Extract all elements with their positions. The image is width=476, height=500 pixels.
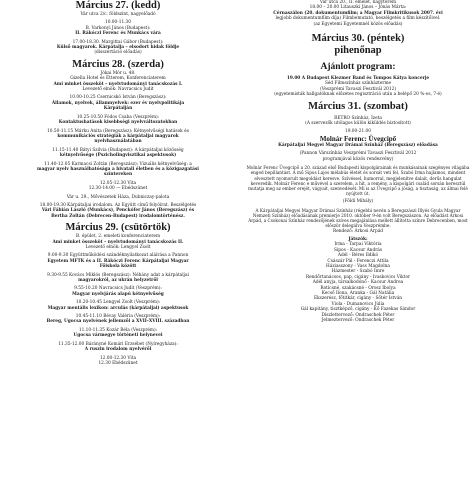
program-info-line: (disszertáció előadás) [94, 50, 142, 56]
program-title-line: 19.00 A Budapest Klezmer Band és Tompos Kátya koncerje [286, 76, 430, 82]
program-title-line: Magyar mentális lexikon: arculás (kárpátaljai) aspektusok [47, 305, 189, 311]
program-info-line: 17.00-18.30. Margittai Gábor (Budapest): [72, 39, 164, 45]
program-info-line: Viola - Dumanovics Júlia [331, 301, 385, 307]
program-title-line: Magyar nyelvjárás alapú kétnyelvűség [72, 291, 164, 297]
day-heading: Március 29. (csütörtök) [65, 222, 171, 234]
program-info-line: (az Egyetemi Egyetemnél közös előadás) [313, 21, 403, 27]
spacer [244, 57, 472, 60]
program-info-line: 11.10-11.35 Kozár Béla (Veszprém): [78, 327, 158, 333]
program-info-line: Háziasszony - Vass Magdolna [326, 263, 390, 269]
program-info-line: 10.50-11.15 Márku Anita (Beregszász): Kétnyelvűségi hatások és [47, 128, 189, 134]
program-title-line: nyelvhasználatában [94, 139, 142, 145]
program-info-line: Kecső Ilona, Aranka - Gál Natália [321, 291, 395, 296]
program-info-line: RETRO Színház, Ízeta [334, 115, 382, 121]
program-title-line: A ruszin irodalom nyelvéről [84, 347, 152, 353]
program-info-line: Jókai Mór u. 48. [100, 70, 136, 76]
program-title-line: Bertha Zoltán (Debrecen-Budapest) irodalomtörténész. [51, 213, 185, 219]
program-title-line: magyar nyelv használhatósága a hivatali életben és a közigazgatási [37, 166, 199, 172]
right-column [244, 0, 472, 500]
program-info-line: programjával közös rendezvény) [322, 156, 394, 162]
program-title-line: Bereg, Ugocsa nyelvének jellemzői a XVII–XVIII. században [46, 319, 190, 325]
program-info-line: (Földi Mihály) [342, 199, 374, 205]
program-title-line: Főiskola között [99, 264, 137, 270]
left-column [4, 0, 232, 500]
program-info-line: Házmester - Szabó Imre [331, 269, 385, 275]
program-info-line: Rendőrtanácsos, pap, cigány - Ivaskovics Viktor [305, 274, 411, 280]
program-info-line: Vár u. 29., Mővészetek Háza, Dubniczay-palota [66, 194, 170, 200]
program-info-line: Császár Pál - Ferenczi Attila [327, 258, 389, 264]
program-info-line: Adél - Béres Ildikó [337, 253, 379, 259]
program-info-line: Rendező: Árkosi Árpád [332, 228, 384, 234]
program-info-line: 9.00-9.30 Együttműködési szándéknyilatkozat aláírása a Pannon [47, 253, 189, 259]
program-info-line: Jelmeztervező: Ondraschek Péter [321, 318, 395, 324]
program-info-line: Levezető elnök: Lengyel Zsolt [85, 245, 151, 250]
program-title-line: Ami minket összeköt – nyelvtudományi tanácskozás I. [53, 81, 183, 87]
program-info-line: 19.00-21.00 [344, 129, 372, 135]
program-title-line: Kontaktushatások kisebbségi nyelvváltozatokban [58, 120, 178, 126]
program-info-line: Gizella Hotel és Étterem, Konferenciaterem [70, 76, 166, 82]
program-info-line: 18.00-19.30 Kárpátaljai irodalom. Az Együtt című folyóirat. Beszélgetés [39, 202, 197, 208]
program-info-line: 10.20-10.45 Lengyel Zsolt (Veszprém): [75, 300, 161, 306]
program-info-line: 10.00-10.25 Csernicskó István (Beregszász): [69, 95, 167, 101]
program-info-line: 11.15-11.40 Bátyi Szilvia (Budapest): A kárpátaljai közösség [52, 147, 184, 153]
program-info-line: Levezető elnök: Navracsics Judit [82, 87, 154, 93]
program-title-line: Egyetem MFTK és a II. Rákóczi Ferenc Kárpátaljai Magyar [47, 258, 189, 264]
program-title-line: Kárpátalján [103, 106, 133, 112]
program-info-line: (A szervezők utólagos külön kiküldés biztosított) [305, 121, 411, 127]
program-info-line: (Pannon Várszínház Veszprémi Tavaszi Fesztivál 2012 [299, 151, 417, 157]
program-info-line: Adél anyja, társalkodónő - Kacsur Andrea [312, 280, 404, 286]
program-info-line: 9.30-9.55 Kovács Miklós (Beregszász): Néhány adat a kárpátaljai [47, 272, 189, 278]
program-title-line: Vári Fábián László (Munkács), Penckófer János (Beregszász) és [41, 208, 195, 214]
day-heading: Március 27. (kedd) [75, 0, 161, 11]
program-info-line: (egyetemisták hallgatóknak előzetes regisztráció után a belépő 20 %-os, 7-é) [274, 92, 442, 98]
program-info-line: 10.25-10.50 Fódos Csaba (Veszprém): [76, 114, 160, 120]
program-info-line: Ékszerész, főtitkár, cigány - Sőtér István [313, 296, 403, 302]
program-title-line: Ami minket összeköt – nyelvtudományi tanácskozás II. [52, 239, 184, 245]
program-info-line: 12.05-12.30 Vita [99, 180, 137, 186]
description-paragraph: Molnár Ferenc Üvegcipő a 20. század első Budapesti kispolgárainak és munkásainak szegényes világába enged bepillantást. A mű Sipos Lajos mélabús életét és sorsát veti fel, Szabó Irma hajlamos, mindent elvesztett nyomorult megoldást keresve. Szívéssel, humorral, megjelenítve dalait, derűs hangulat keveredik. Molnár Ferenc e művével a szerelem, a hit, a remény, a kispolgári család sorsán keresztül mutatja meg az ember erejét, vágyait, szenvedését. Mi is az Üvegcipő a jóság, a tisztaság, az álmai felé nyújtott út. [246, 165, 470, 197]
program-title-line: Államok, nyelvek, államnyelvek: ezer év nyelvpolitikája [51, 100, 185, 106]
program-info-line: Rotícsné, szakácsné - Orosz Ibolya [320, 285, 396, 291]
program-info-line: 9.55-10.20 Navracsics Judit (Veszprém): [74, 286, 162, 292]
program-title-line: Cérnaszálon (20. dokumentumfilm; a Magyar Filmkritikusok 2007. évi [273, 10, 443, 16]
program-title-line: Külső magyarok. Kárpátalja – elsodort hidak földje [56, 45, 180, 51]
program-info-line: 18.00 – 20.00 Litauszki János – Jónás Márta: [309, 5, 407, 11]
program-info-line: 10.45-11.10 Bévay Valéria (Veszprém): [75, 314, 161, 320]
program-title-line: kétnyelvűsége (Pszicholingvisztikai aspektusok) [59, 153, 177, 159]
program-info-line: 12.00-12.30 Vita [99, 355, 137, 361]
program-title-line: II. Rákóczi Ferenc és Munkács vára [75, 31, 161, 37]
program-title-line: Játszók: [348, 236, 368, 242]
description-paragraph: A Kárpátaljai Megyei Magyar Drámai Színház (régebbi nevén a Beregszászi Illyés Gyula Magyar Nemzeti Színház) előadásának premierje 2010. október 9-én volt Beregszászon. Az előadást Árkosi Árpád, a Csokonai Színház rendezőjének szíves megajánlása mellett állította színre Debrecenben, most először delegálva Veszprémbe. [248, 207, 468, 229]
day-heading: Március 30. (péntek) [311, 33, 405, 45]
program-info-line: Díszlettervező: Ondraschek Péter [321, 312, 395, 318]
program-title-line: Kárpátaljai Megyei Magyar Drámai Színház (Beregszász) előadása [278, 142, 438, 148]
program-title-line: Ugocsa vármegye történeti helynevei [73, 333, 163, 339]
day-heading: Március 31. (szombat) [308, 100, 408, 112]
day-heading: pihenőnap [334, 45, 382, 57]
program-info-line: Vár utca 20., II. emelet, nagyterem [319, 0, 397, 5]
program-info-line: Irma - Tarpai Viktória [334, 242, 382, 248]
program-info-line: (Veszprémi Tavaszi Fesztivál 2012) [319, 86, 397, 92]
recommended-program-heading: Ajánlott program: [320, 62, 396, 73]
program-info-line: 12.30-14.00 — Ebédszünet [88, 186, 148, 192]
program-info-line: Sipos - Kacsur András [333, 247, 383, 253]
program-info-line: B. Varkonyi János (Budapest): [85, 25, 151, 31]
program-title-line: kommunikációs stratégiák a kárpátaljai magyarok [57, 133, 179, 139]
program-info-line: legjobb dokumentumfilm díja) Filmbemutató, beszélgetés a film készítőivel. [275, 16, 441, 22]
program-title-line: magyarokról, az ukrán helyzetről [78, 278, 158, 284]
program-title-line: színtereken [103, 172, 133, 178]
program-info-line: 11.35-12.00 Bárányné Komári Erzsébet (Nyíregyháza): [58, 341, 178, 347]
play-title: Molnár Ferenc: Üvegcipő [319, 134, 397, 143]
program-info-line: B. épület, 2. emeleti konferenciaterem [75, 234, 161, 240]
program-info-line: 12.30 Ebédszünet [98, 360, 138, 366]
program-info-line: Vár utca 2/c. földszint, nagyelőadó [80, 12, 156, 17]
program-info-line: Gál kapitány, tisztképző, cigány - Kő Fazekas Sándor [300, 307, 416, 313]
program-info-line: 10.00-11.30 [104, 20, 132, 26]
program-info-line: 11.40-12.05 Karmacsi Zoltán (Beregszász): Vizuális kétnyelvűség: a [44, 161, 192, 167]
program-info-line: Séd Filmszínház színházterme [324, 81, 392, 87]
day-heading: Március 28. (szerda) [72, 58, 164, 70]
